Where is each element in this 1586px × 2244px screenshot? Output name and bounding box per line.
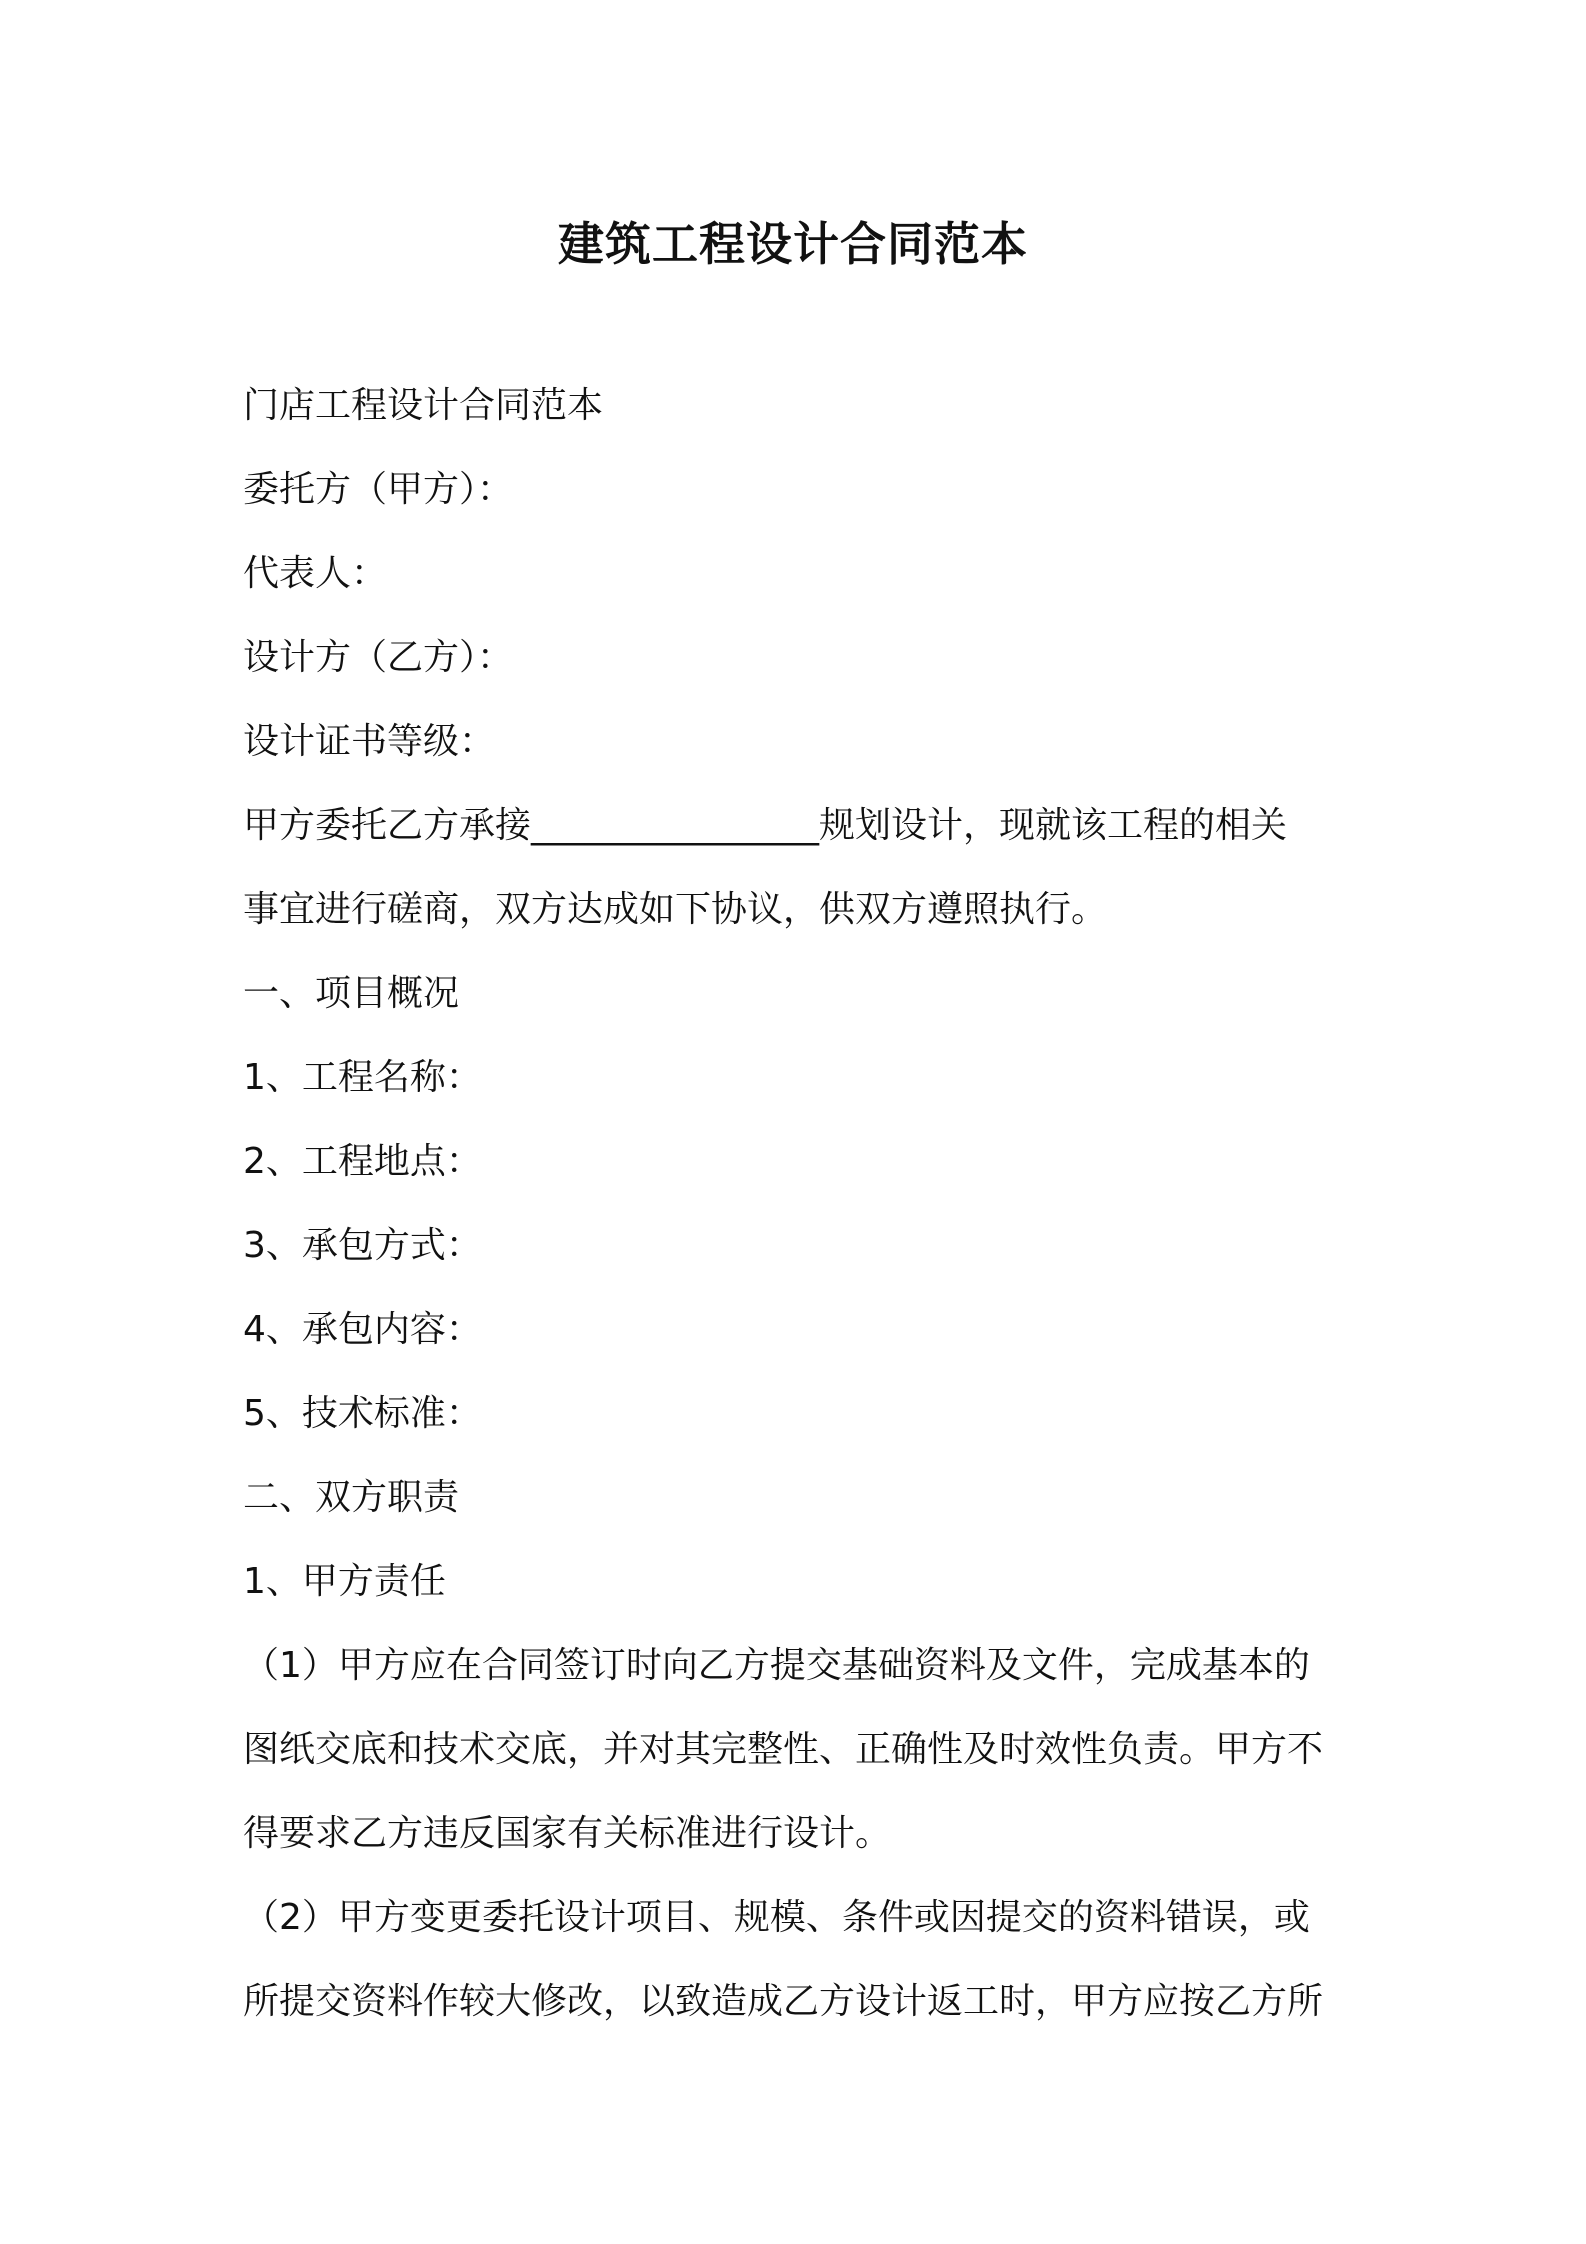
clause-2-line: 所提交资料作较大修改，以致造成乙方设计返工时，甲方应按乙方所 (243, 1981, 1324, 2022)
clause-1-line: （1）甲方应在合同签订时向乙方提交基础资料及文件，完成基本的 (243, 1645, 1310, 1686)
document-title: 建筑工程设计合同范本 (558, 217, 1028, 271)
project-item: 3、承包方式： (243, 1225, 482, 1266)
clause-1-line: 得要求乙方违反国家有关标准进行设计。 (243, 1813, 892, 1854)
contract-subtitle: 门店工程设计合同范本 (243, 385, 604, 426)
section-1-heading: 一、项目概况 (243, 973, 460, 1014)
representative-label: 代表人： (243, 553, 388, 594)
party-a-label: 委托方（甲方）： (243, 469, 514, 510)
project-item: 1、工程名称： (243, 1057, 482, 1098)
project-item: 4、承包内容： (243, 1309, 482, 1350)
clause-1-line: 图纸交底和技术交底，并对其完整性、正确性及时效性负责。甲方不 (243, 1729, 1324, 1770)
party-a-duties-heading: 1、甲方责任 (243, 1561, 446, 1602)
certificate-level-label: 设计证书等级： (243, 721, 496, 762)
project-item: 2、工程地点： (243, 1141, 482, 1182)
party-b-label: 设计方（乙方）： (243, 637, 514, 678)
intro-line-1: 甲方委托乙方承接________________规划设计，现就该工程的相关 (243, 805, 1288, 846)
document-body (243, 364, 1363, 2044)
intro-line-2: 事宜进行磋商，双方达成如下协议，供双方遵照执行。 (243, 889, 1108, 930)
project-item: 5、技术标准： (243, 1393, 482, 1434)
section-2-heading: 二、双方职责 (243, 1477, 460, 1518)
clause-2-line: （2）甲方变更委托设计项目、规模、条件或因提交的资料错误，或 (243, 1897, 1310, 1938)
